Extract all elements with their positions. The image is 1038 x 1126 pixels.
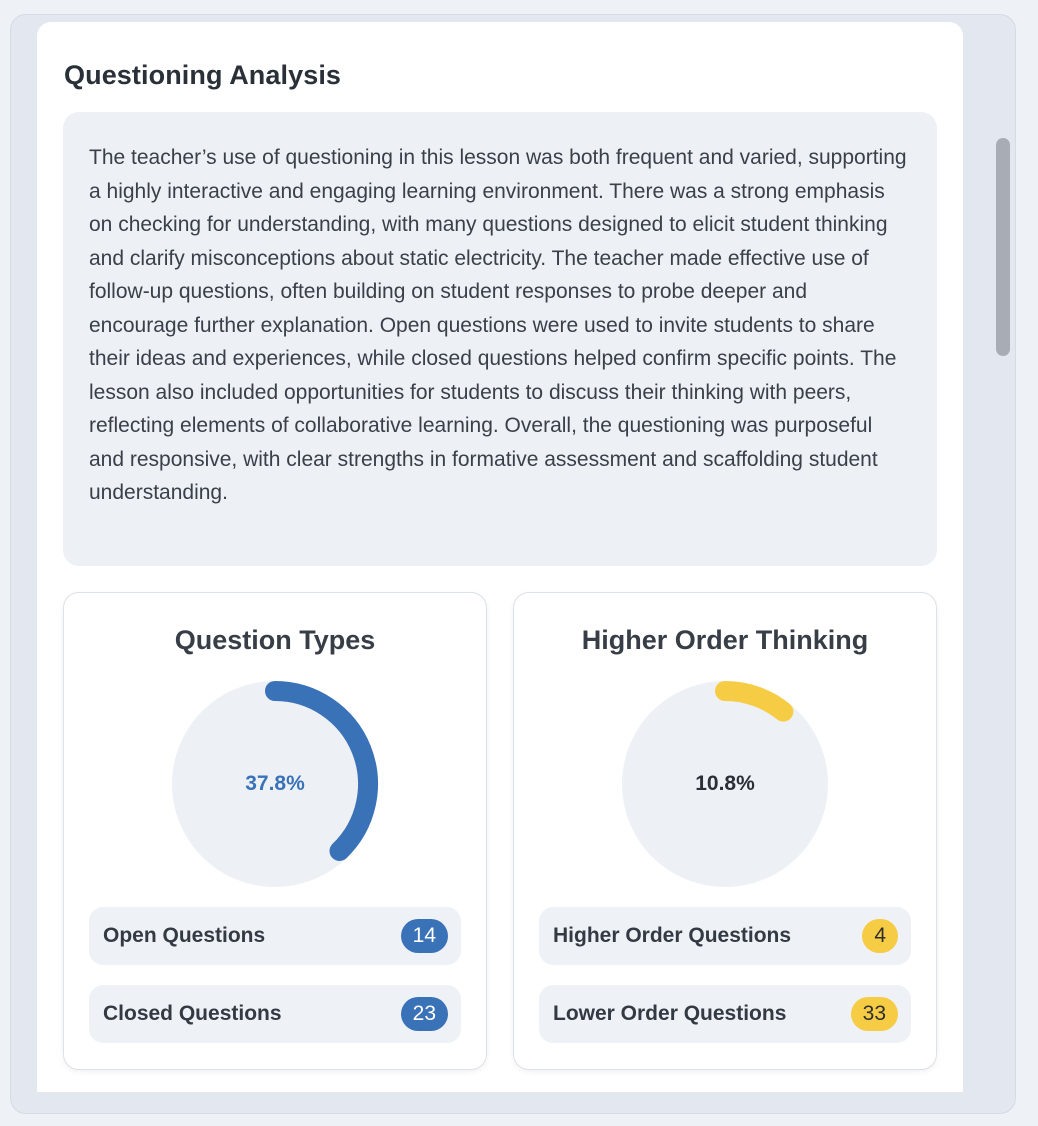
open-questions-label: Open Questions: [103, 924, 266, 947]
open-questions-row: [89, 907, 461, 965]
section-title: Questioning Analysis: [64, 60, 342, 90]
summary-box: [63, 112, 937, 566]
higher-order-questions-count: 4: [862, 919, 898, 953]
scrollbar-thumb[interactable]: [996, 138, 1010, 356]
question-types-card: [63, 592, 487, 1070]
higher-order-title: Higher Order Thinking: [581, 625, 869, 655]
lower-order-questions-row: [539, 985, 911, 1043]
higher-order-card: [513, 592, 937, 1070]
lower-order-questions-label: Lower Order Questions: [553, 1002, 787, 1025]
question-types-donut: [170, 679, 380, 889]
higher-order-percent: 10.8%: [695, 772, 755, 795]
higher-order-donut: [620, 679, 830, 889]
closed-questions-row: [89, 985, 461, 1043]
analysis-card: [37, 22, 963, 1092]
closed-questions-count: 23: [401, 997, 448, 1031]
question-types-percent: 37.8%: [245, 772, 305, 795]
higher-order-questions-label: Higher Order Questions: [553, 924, 792, 947]
higher-order-questions-row: [539, 907, 911, 965]
summary-text: The teacher’s use of questioning in this lesson was both frequent and varied, supporting a highly interactive and engaging learning environment. There was a strong emphasis on checking for understanding, with many questions designed to elicit student thinking and clarify misconceptions about static electricity. The teacher made effective use of follow-up questions, often building on student responses to probe deeper and encourage further explanation. Open questions were used to invite students to share their ideas and experiences, while closed questions helped confirm specific points. The lesson also included opportunities for students to discuss their thinking with peers, reflecting elements of collaborative learning. Overall, the questioning was purposeful and responsive, with clear strengths in formative assessment and scaffolding student understanding.: [89, 146, 907, 504]
open-questions-count: 14: [401, 919, 448, 953]
questioning-panel: [10, 14, 1016, 1114]
closed-questions-label: Closed Questions: [103, 1002, 282, 1025]
scrollbar[interactable]: [991, 133, 1013, 383]
question-types-title: Question Types: [174, 625, 376, 655]
lower-order-questions-count: 33: [851, 997, 898, 1031]
